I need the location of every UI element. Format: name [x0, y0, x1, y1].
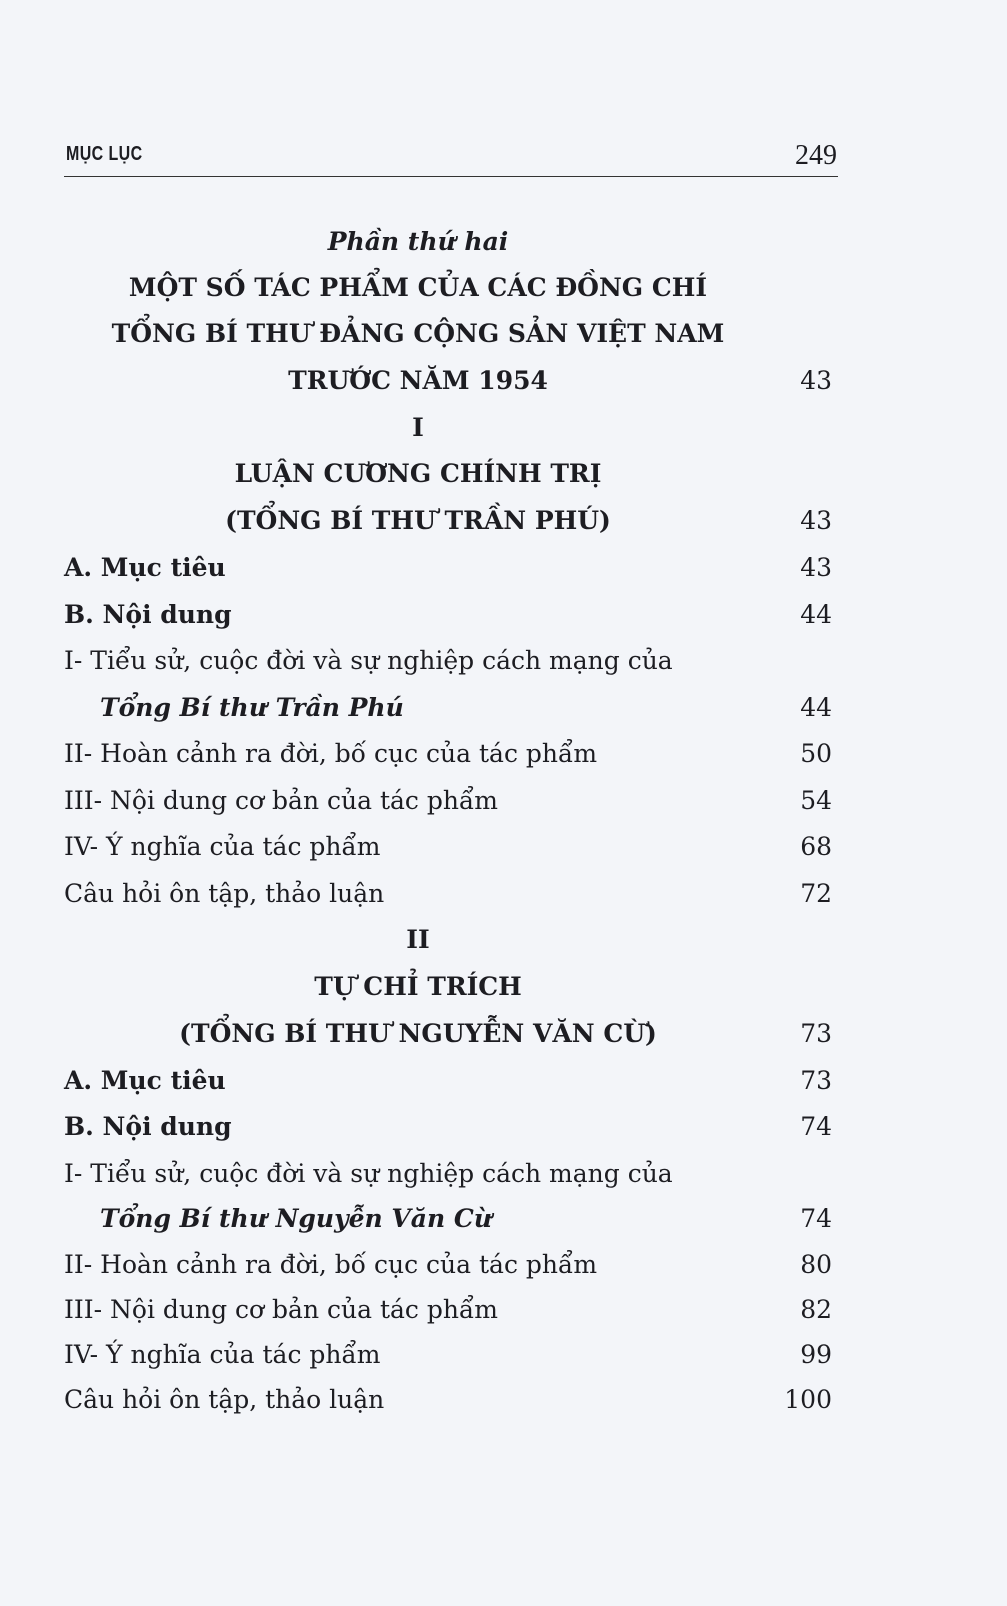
toc-entry	[64, 734, 832, 774]
toc-entry-title: I- Tiểu sử, cuộc đời và sự nghiệp cách mạng của	[64, 1159, 673, 1188]
toc-entry-page: 73	[800, 1019, 832, 1048]
toc-entry-page: 74	[800, 1204, 832, 1233]
toc-entry-title: (TỔNG BÍ THƯ TRẦN PHÚ)	[225, 506, 611, 535]
toc-entry-title: Phần thứ hai	[327, 227, 509, 256]
toc-entry	[64, 361, 832, 401]
toc-entry-page: 82	[800, 1295, 832, 1324]
toc-entry-page: 73	[800, 1066, 832, 1095]
toc-entry	[64, 222, 832, 262]
toc-entry-title: LUẬN CƯƠNG CHÍNH TRỊ	[234, 459, 602, 488]
toc-entry-title: Tổng Bí thư Nguyễn Văn Cừ	[100, 1204, 492, 1233]
toc-entry-title: TRƯỚC NĂM 1954	[288, 366, 548, 395]
toc-entry-title: TỔNG BÍ THƯ ĐẢNG CỘNG SẢN VIỆT NAM	[111, 319, 725, 348]
toc-entry	[64, 1380, 832, 1420]
toc-entry-title: Tổng Bí thư Trần Phú	[100, 693, 404, 722]
toc-entry-title: B. Nội dung	[64, 600, 232, 629]
toc-entry	[64, 874, 832, 914]
toc-entry	[64, 408, 832, 448]
toc-entry	[64, 595, 832, 635]
page-number: 249	[795, 140, 837, 171]
toc-entry-page: 80	[800, 1250, 832, 1279]
toc-entry-page: 43	[800, 506, 832, 535]
toc-entry-page: 74	[800, 1112, 832, 1141]
toc-entry-page: 44	[800, 600, 832, 629]
running-header-section: MỤC LỤC	[66, 143, 143, 165]
toc-entry	[64, 548, 832, 588]
toc-entry	[64, 1107, 832, 1147]
toc-entry-title: Câu hỏi ôn tập, thảo luận	[64, 879, 385, 908]
toc-entry-title: I	[412, 413, 424, 442]
header-rule	[64, 176, 838, 177]
toc-entry-page: 50	[800, 739, 832, 768]
toc-entry-title: A. Mục tiêu	[64, 1066, 226, 1095]
toc-entry-title: Câu hỏi ôn tập, thảo luận	[64, 1385, 385, 1414]
toc-entry	[64, 454, 832, 494]
toc-entry-page: 44	[800, 693, 832, 722]
toc-entry-page: 99	[800, 1340, 832, 1369]
toc-entry-title: IV- Ý nghĩa của tác phẩm	[64, 1340, 381, 1369]
toc-entry	[64, 1061, 832, 1101]
toc-entry-title: A. Mục tiêu	[64, 553, 226, 582]
toc-entry-page: 43	[800, 553, 832, 582]
toc-entry-title: TỰ CHỈ TRÍCH	[314, 972, 522, 1001]
toc-entry	[64, 688, 832, 728]
toc-entry	[64, 268, 832, 308]
toc-entry-title: (TỔNG BÍ THƯ NGUYỄN VĂN CỪ)	[179, 1019, 657, 1048]
toc-entry-page: 54	[800, 786, 832, 815]
toc-entry-title: II- Hoàn cảnh ra đời, bố cục của tác phẩm	[64, 739, 598, 768]
toc-entry	[64, 967, 832, 1007]
toc-entry-page: 43	[800, 366, 832, 395]
toc-entry	[64, 1335, 832, 1375]
toc-entry	[64, 781, 832, 821]
toc-entry	[64, 827, 832, 867]
toc-entry	[64, 501, 832, 541]
toc-entry-page: 68	[800, 832, 832, 861]
toc-entry-title: II- Hoàn cảnh ra đời, bố cục của tác phẩm	[64, 1250, 598, 1279]
toc-entry-title: IV- Ý nghĩa của tác phẩm	[64, 832, 381, 861]
toc-entry	[64, 1154, 832, 1194]
toc-entry	[64, 314, 832, 354]
toc-entry	[64, 1199, 832, 1239]
toc-entry-page: 72	[800, 879, 832, 908]
toc-entry-page: 100	[784, 1385, 832, 1414]
toc-entry-title: III- Nội dung cơ bản của tác phẩm	[64, 786, 498, 815]
toc-entry	[64, 1245, 832, 1285]
toc-entry-title: II	[406, 925, 430, 954]
toc-entry-title: III- Nội dung cơ bản của tác phẩm	[64, 1295, 498, 1324]
toc-entry	[64, 920, 832, 960]
toc-entry	[64, 641, 832, 681]
toc-entry	[64, 1014, 832, 1054]
toc-entry-title: I- Tiểu sử, cuộc đời và sự nghiệp cách mạng của	[64, 646, 673, 675]
toc-entry-title: B. Nội dung	[64, 1112, 232, 1141]
toc-entry	[64, 1290, 832, 1330]
toc-entry-title: MỘT SỐ TÁC PHẨM CỦA CÁC ĐỒNG CHÍ	[128, 273, 708, 302]
